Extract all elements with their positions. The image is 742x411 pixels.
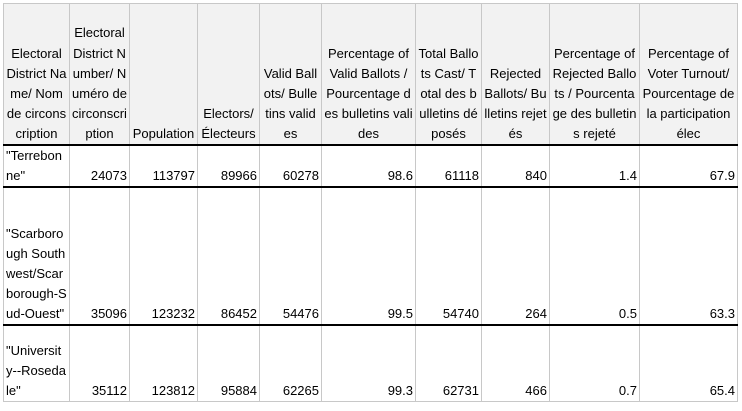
cell-pct-turnout: 65.4 — [640, 325, 738, 402]
header-pct-rejected: Percentage of Rejected Ballots / Pourcentage des bulletins rejeté — [550, 4, 640, 146]
cell-total-ballots: 54740 — [416, 187, 482, 325]
table-row — [4, 187, 738, 325]
cell-electors: 89966 — [198, 145, 260, 187]
cell-pct-rejected: 1.4 — [550, 145, 640, 187]
cell-electors: 86452 — [198, 187, 260, 325]
cell-rejected-ballots: 466 — [482, 325, 550, 402]
cell-pct-rejected: 0.5 — [550, 187, 640, 325]
cell-district-name: "University--Rosedale" — [4, 325, 70, 402]
cell-population: 123812 — [130, 325, 198, 402]
cell-valid-ballots: 54476 — [260, 187, 322, 325]
cell-valid-ballots: 60278 — [260, 145, 322, 187]
cell-pct-turnout: 67.9 — [640, 145, 738, 187]
cell-district-name: "Scarborough Southwest/Scarborough-Sud-Ouest" — [4, 187, 70, 325]
cell-valid-ballots: 62265 — [260, 325, 322, 402]
table-row — [4, 145, 738, 187]
header-row — [4, 4, 738, 146]
header-district-name: Electoral District Name/ Nom de circonscription — [4, 4, 70, 146]
header-rejected-ballots: Rejected Ballots/ Bulletins rejetés — [482, 4, 550, 146]
cell-district-number: 35112 — [70, 325, 130, 402]
cell-population: 123232 — [130, 187, 198, 325]
header-pct-valid: Percentage of Valid Ballots / Pourcentage des bulletins valides — [322, 4, 416, 146]
cell-population: 113797 — [130, 145, 198, 187]
cell-total-ballots: 61118 — [416, 145, 482, 187]
cell-rejected-ballots: 840 — [482, 145, 550, 187]
header-district-number: Electoral District Number/ Numéro de circonscription — [70, 4, 130, 146]
election-results-table — [3, 3, 738, 402]
header-population: Population — [130, 4, 198, 146]
cell-district-name: "Terrebonne" — [4, 145, 70, 187]
cell-total-ballots: 62731 — [416, 325, 482, 402]
header-electors: Electors/ Électeurs — [198, 4, 260, 146]
header-pct-turnout: Percentage of Voter Turnout/ Pourcentage de la participation élec — [640, 4, 738, 146]
header-valid-ballots: Valid Ballots/ Bulletins valides — [260, 4, 322, 146]
cell-pct-valid: 98.6 — [322, 145, 416, 187]
table-row — [4, 325, 738, 402]
cell-pct-valid: 99.3 — [322, 325, 416, 402]
header-total-ballots: Total Ballots Cast/ Total des bulletins déposés — [416, 4, 482, 146]
cell-pct-valid: 99.5 — [322, 187, 416, 325]
cell-pct-turnout: 63.3 — [640, 187, 738, 325]
cell-pct-rejected: 0.7 — [550, 325, 640, 402]
cell-district-number: 35096 — [70, 187, 130, 325]
cell-rejected-ballots: 264 — [482, 187, 550, 325]
cell-district-number: 24073 — [70, 145, 130, 187]
cell-electors: 95884 — [198, 325, 260, 402]
